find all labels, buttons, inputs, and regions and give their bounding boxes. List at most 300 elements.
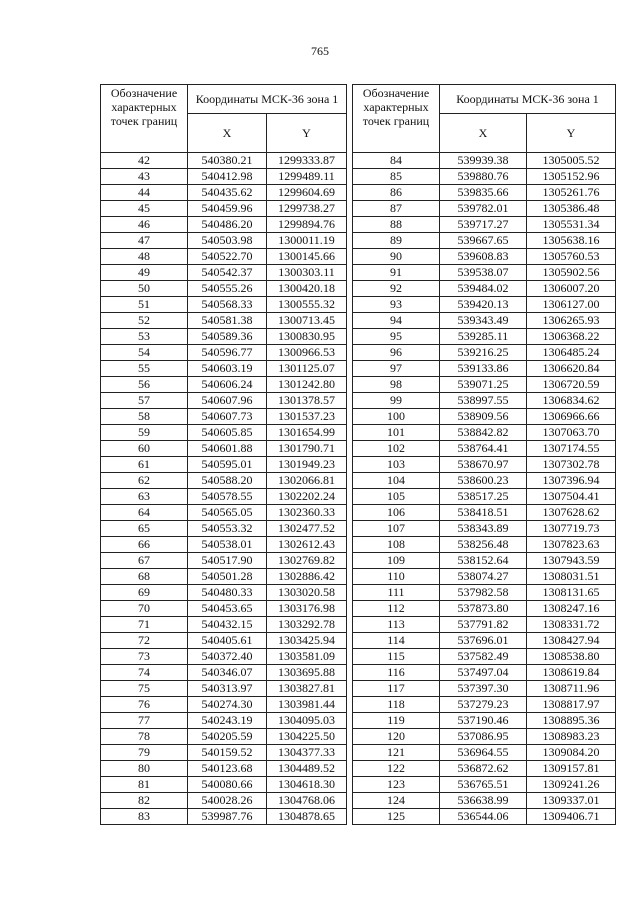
table-row [353,425,616,441]
y-coordinate-cell: 1305152.96 [527,169,616,185]
point-number-cell: 50 [101,281,188,297]
table-row [353,313,616,329]
x-coordinate-cell: 540372.40 [188,649,267,665]
point-number-cell: 62 [101,473,188,489]
y-coordinate-cell: 1309406.71 [527,809,616,825]
table-row [101,521,347,537]
y-coordinate-cell: 1303581.09 [267,649,347,665]
y-coordinate-cell: 1308131.65 [527,585,616,601]
x-coordinate-cell: 540517.90 [188,553,267,569]
y-coordinate-cell: 1305638.16 [527,233,616,249]
table-row [101,713,347,729]
x-coordinate-cell: 538670.97 [440,457,527,473]
table-row [101,185,347,201]
point-number-cell: 109 [353,553,440,569]
table-body-left [101,153,347,825]
y-coordinate-cell: 1301949.23 [267,457,347,473]
y-coordinate-cell: 1308619.84 [527,665,616,681]
table-row [353,793,616,809]
point-number-cell: 65 [101,521,188,537]
table-row [353,377,616,393]
y-coordinate-cell: 1303020.58 [267,585,347,601]
header-x: X [188,114,267,153]
point-number-cell: 106 [353,505,440,521]
point-number-cell: 105 [353,489,440,505]
point-number-cell: 74 [101,665,188,681]
y-coordinate-cell: 1307719.73 [527,521,616,537]
x-coordinate-cell: 540243.19 [188,713,267,729]
x-coordinate-cell: 540503.98 [188,233,267,249]
point-number-cell: 108 [353,537,440,553]
y-coordinate-cell: 1306127.00 [527,297,616,313]
y-coordinate-cell: 1299489.11 [267,169,347,185]
x-coordinate-cell: 540380.21 [188,153,267,169]
y-coordinate-cell: 1309157.81 [527,761,616,777]
table-row [353,441,616,457]
x-coordinate-cell: 539343.49 [440,313,527,329]
y-coordinate-cell: 1303827.81 [267,681,347,697]
y-coordinate-cell: 1305902.56 [527,265,616,281]
x-coordinate-cell: 540346.07 [188,665,267,681]
point-number-cell: 119 [353,713,440,729]
y-coordinate-cell: 1308711.96 [527,681,616,697]
y-coordinate-cell: 1305760.53 [527,249,616,265]
point-number-cell: 68 [101,569,188,585]
x-coordinate-cell: 540274.30 [188,697,267,713]
x-coordinate-cell: 540538.01 [188,537,267,553]
x-coordinate-cell: 540159.52 [188,745,267,761]
x-coordinate-cell: 540578.55 [188,489,267,505]
y-coordinate-cell: 1300011.19 [267,233,347,249]
table-row [353,569,616,585]
y-coordinate-cell: 1303292.78 [267,617,347,633]
table-row [101,617,347,633]
y-coordinate-cell: 1307628.62 [527,505,616,521]
x-coordinate-cell: 540522.70 [188,249,267,265]
point-number-cell: 99 [353,393,440,409]
y-coordinate-cell: 1307063.70 [527,425,616,441]
page-number: 765 [311,44,329,58]
point-number-cell: 95 [353,329,440,345]
y-coordinate-cell: 1304618.30 [267,777,347,793]
table-row [101,169,347,185]
x-coordinate-cell: 538418.51 [440,505,527,521]
y-coordinate-cell: 1304225.50 [267,729,347,745]
point-number-cell: 96 [353,345,440,361]
table-row [353,809,616,825]
point-number-cell: 75 [101,681,188,697]
x-coordinate-cell: 538997.55 [440,393,527,409]
x-coordinate-cell: 539939.38 [440,153,527,169]
x-coordinate-cell: 540453.65 [188,601,267,617]
header-coords-label: Координаты МСК-36 зона 1 [440,85,616,114]
x-coordinate-cell: 540405.61 [188,633,267,649]
point-number-cell: 107 [353,521,440,537]
x-coordinate-cell: 539484.02 [440,281,527,297]
point-number-cell: 103 [353,457,440,473]
table-row [353,409,616,425]
table-row [101,505,347,521]
x-coordinate-cell: 537696.01 [440,633,527,649]
point-number-cell: 53 [101,329,188,345]
point-number-cell: 42 [101,153,188,169]
y-coordinate-cell: 1302202.24 [267,489,347,505]
x-coordinate-cell: 537791.82 [440,617,527,633]
x-coordinate-cell: 539782.01 [440,201,527,217]
y-coordinate-cell: 1308331.72 [527,617,616,633]
x-coordinate-cell: 537279.23 [440,697,527,713]
point-number-cell: 83 [101,809,188,825]
x-coordinate-cell: 540542.37 [188,265,267,281]
point-number-cell: 80 [101,761,188,777]
table-row [101,745,347,761]
table-row [353,601,616,617]
table-row [101,409,347,425]
table-row [353,249,616,265]
x-coordinate-cell: 540565.05 [188,505,267,521]
table-row [353,265,616,281]
x-coordinate-cell: 538842.82 [440,425,527,441]
y-coordinate-cell: 1309241.26 [527,777,616,793]
y-coordinate-cell: 1308983.23 [527,729,616,745]
y-coordinate-cell: 1300303.11 [267,265,347,281]
x-coordinate-cell: 536544.06 [440,809,527,825]
y-coordinate-cell: 1300830.95 [267,329,347,345]
point-number-cell: 102 [353,441,440,457]
y-coordinate-cell: 1308031.51 [527,569,616,585]
header-coords-label: Координаты МСК-36 зона 1 [188,85,347,114]
table-row [101,297,347,313]
point-number-cell: 48 [101,249,188,265]
y-coordinate-cell: 1302477.52 [267,521,347,537]
point-number-cell: 90 [353,249,440,265]
table-row [353,345,616,361]
point-number-cell: 78 [101,729,188,745]
table-row [353,489,616,505]
table-row [353,745,616,761]
y-coordinate-cell: 1306007.20 [527,281,616,297]
table-row [101,345,347,361]
table-row [101,377,347,393]
x-coordinate-cell: 537582.49 [440,649,527,665]
y-coordinate-cell: 1299604.69 [267,185,347,201]
y-coordinate-cell: 1306485.24 [527,345,616,361]
y-coordinate-cell: 1307302.78 [527,457,616,473]
x-coordinate-cell: 539667.65 [440,233,527,249]
point-number-cell: 56 [101,377,188,393]
table-row [101,265,347,281]
y-coordinate-cell: 1303695.88 [267,665,347,681]
point-number-cell: 63 [101,489,188,505]
table-row [353,329,616,345]
point-number-cell: 120 [353,729,440,745]
table-row [353,633,616,649]
table-row [353,185,616,201]
x-coordinate-cell: 539285.11 [440,329,527,345]
x-coordinate-cell: 540435.62 [188,185,267,201]
x-coordinate-cell: 538256.48 [440,537,527,553]
table-row [353,505,616,521]
y-coordinate-cell: 1303425.94 [267,633,347,649]
x-coordinate-cell: 538600.23 [440,473,527,489]
table-row [353,585,616,601]
x-coordinate-cell: 537982.58 [440,585,527,601]
coordinates-table-left [100,84,347,825]
table-row [101,489,347,505]
table-row [101,553,347,569]
point-number-cell: 124 [353,793,440,809]
table-row [353,169,616,185]
y-coordinate-cell: 1307823.63 [527,537,616,553]
header-point-label: Обозначение характерных точек границ [353,85,440,153]
y-coordinate-cell: 1301790.71 [267,441,347,457]
x-coordinate-cell: 540028.26 [188,793,267,809]
table-row [353,697,616,713]
x-coordinate-cell: 537190.46 [440,713,527,729]
x-coordinate-cell: 540581.38 [188,313,267,329]
y-coordinate-cell: 1302612.43 [267,537,347,553]
x-coordinate-cell: 538517.25 [440,489,527,505]
table-row [353,521,616,537]
x-coordinate-cell: 540080.66 [188,777,267,793]
x-coordinate-cell: 540501.28 [188,569,267,585]
point-number-cell: 94 [353,313,440,329]
point-number-cell: 116 [353,665,440,681]
point-number-cell: 122 [353,761,440,777]
point-number-cell: 49 [101,265,188,281]
table-row [353,681,616,697]
x-coordinate-cell: 539133.86 [440,361,527,377]
y-coordinate-cell: 1300555.32 [267,297,347,313]
y-coordinate-cell: 1301125.07 [267,361,347,377]
table-row [101,601,347,617]
y-coordinate-cell: 1306966.66 [527,409,616,425]
table-row [353,649,616,665]
table-row [101,249,347,265]
table-row [101,681,347,697]
point-number-cell: 93 [353,297,440,313]
table-row [101,473,347,489]
table-row [101,793,347,809]
x-coordinate-cell: 540432.15 [188,617,267,633]
x-coordinate-cell: 540589.36 [188,329,267,345]
point-number-cell: 97 [353,361,440,377]
x-coordinate-cell: 540412.98 [188,169,267,185]
x-coordinate-cell: 540553.32 [188,521,267,537]
point-number-cell: 115 [353,649,440,665]
point-number-cell: 125 [353,809,440,825]
point-number-cell: 82 [101,793,188,809]
table-row [353,393,616,409]
x-coordinate-cell: 540603.19 [188,361,267,377]
x-coordinate-cell: 539880.76 [440,169,527,185]
x-coordinate-cell: 538764.41 [440,441,527,457]
table-row [353,201,616,217]
x-coordinate-cell: 540486.20 [188,217,267,233]
y-coordinate-cell: 1304878.65 [267,809,347,825]
point-number-cell: 88 [353,217,440,233]
x-coordinate-cell: 540596.77 [188,345,267,361]
table-row [353,153,616,169]
header-y: Y [267,114,347,153]
table-row [101,697,347,713]
point-number-cell: 101 [353,425,440,441]
point-number-cell: 44 [101,185,188,201]
table-row [353,537,616,553]
point-number-cell: 66 [101,537,188,553]
y-coordinate-cell: 1299894.76 [267,217,347,233]
point-number-cell: 77 [101,713,188,729]
table-row [101,233,347,249]
point-number-cell: 55 [101,361,188,377]
point-number-cell: 114 [353,633,440,649]
y-coordinate-cell: 1300966.53 [267,345,347,361]
y-coordinate-cell: 1308427.94 [527,633,616,649]
point-number-cell: 89 [353,233,440,249]
table-row [101,441,347,457]
y-coordinate-cell: 1307943.59 [527,553,616,569]
table-row [353,361,616,377]
x-coordinate-cell: 539608.83 [440,249,527,265]
table-row [101,569,347,585]
table-row [353,217,616,233]
point-number-cell: 70 [101,601,188,617]
y-coordinate-cell: 1306368.22 [527,329,616,345]
table-row [101,729,347,745]
y-coordinate-cell: 1306265.93 [527,313,616,329]
y-coordinate-cell: 1308817.97 [527,697,616,713]
point-number-cell: 59 [101,425,188,441]
x-coordinate-cell: 540588.20 [188,473,267,489]
y-coordinate-cell: 1300713.45 [267,313,347,329]
x-coordinate-cell: 536765.51 [440,777,527,793]
table-row [101,809,347,825]
y-coordinate-cell: 1305005.52 [527,153,616,169]
x-coordinate-cell: 539216.25 [440,345,527,361]
point-number-cell: 52 [101,313,188,329]
point-number-cell: 54 [101,345,188,361]
x-coordinate-cell: 539987.76 [188,809,267,825]
table-row [353,281,616,297]
x-coordinate-cell: 539420.13 [440,297,527,313]
table-row [101,425,347,441]
point-number-cell: 110 [353,569,440,585]
table-row [353,761,616,777]
y-coordinate-cell: 1302886.42 [267,569,347,585]
header-y: Y [527,114,616,153]
point-number-cell: 79 [101,745,188,761]
point-number-cell: 85 [353,169,440,185]
x-coordinate-cell: 540606.24 [188,377,267,393]
y-coordinate-cell: 1303176.98 [267,601,347,617]
point-number-cell: 60 [101,441,188,457]
x-coordinate-cell: 540480.33 [188,585,267,601]
x-coordinate-cell: 540601.88 [188,441,267,457]
table-row [353,729,616,745]
x-coordinate-cell: 536964.55 [440,745,527,761]
x-coordinate-cell: 539538.07 [440,265,527,281]
table-row [101,281,347,297]
y-coordinate-cell: 1304377.33 [267,745,347,761]
point-number-cell: 104 [353,473,440,489]
point-number-cell: 84 [353,153,440,169]
y-coordinate-cell: 1307504.41 [527,489,616,505]
x-coordinate-cell: 537497.04 [440,665,527,681]
table-row [101,329,347,345]
point-number-cell: 46 [101,217,188,233]
table-row [101,633,347,649]
y-coordinate-cell: 1302360.33 [267,505,347,521]
table-row [101,393,347,409]
header-point-label: Обозначение характерных точек границ [101,85,188,153]
table-row [101,313,347,329]
table-row [101,537,347,553]
table-row [101,217,347,233]
x-coordinate-cell: 537086.95 [440,729,527,745]
y-coordinate-cell: 1301654.99 [267,425,347,441]
x-coordinate-cell: 540607.73 [188,409,267,425]
y-coordinate-cell: 1304768.06 [267,793,347,809]
y-coordinate-cell: 1307396.94 [527,473,616,489]
table-row [101,457,347,473]
x-coordinate-cell: 540607.96 [188,393,267,409]
y-coordinate-cell: 1305386.48 [527,201,616,217]
point-number-cell: 58 [101,409,188,425]
y-coordinate-cell: 1304489.52 [267,761,347,777]
x-coordinate-cell: 538343.89 [440,521,527,537]
coordinates-table-right [352,84,616,825]
table-row [353,233,616,249]
point-number-cell: 67 [101,553,188,569]
y-coordinate-cell: 1300145.66 [267,249,347,265]
table-row [101,777,347,793]
point-number-cell: 118 [353,697,440,713]
x-coordinate-cell: 537397.30 [440,681,527,697]
x-coordinate-cell: 537873.80 [440,601,527,617]
table-row [101,761,347,777]
table-row [353,457,616,473]
point-number-cell: 57 [101,393,188,409]
y-coordinate-cell: 1309337.01 [527,793,616,809]
y-coordinate-cell: 1302066.81 [267,473,347,489]
y-coordinate-cell: 1305531.34 [527,217,616,233]
y-coordinate-cell: 1306834.62 [527,393,616,409]
point-number-cell: 87 [353,201,440,217]
table-row [101,665,347,681]
y-coordinate-cell: 1299738.27 [267,201,347,217]
point-number-cell: 73 [101,649,188,665]
point-number-cell: 98 [353,377,440,393]
x-coordinate-cell: 540313.97 [188,681,267,697]
table-body-right [353,153,616,825]
y-coordinate-cell: 1301378.57 [267,393,347,409]
point-number-cell: 92 [353,281,440,297]
y-coordinate-cell: 1308538.80 [527,649,616,665]
header-x: X [440,114,527,153]
table-row [353,665,616,681]
x-coordinate-cell: 536638.99 [440,793,527,809]
y-coordinate-cell: 1300420.18 [267,281,347,297]
y-coordinate-cell: 1305261.76 [527,185,616,201]
x-coordinate-cell: 539071.25 [440,377,527,393]
y-coordinate-cell: 1306720.59 [527,377,616,393]
point-number-cell: 117 [353,681,440,697]
point-number-cell: 86 [353,185,440,201]
table-row [101,361,347,377]
x-coordinate-cell: 540605.85 [188,425,267,441]
y-coordinate-cell: 1301242.80 [267,377,347,393]
x-coordinate-cell: 538074.27 [440,569,527,585]
